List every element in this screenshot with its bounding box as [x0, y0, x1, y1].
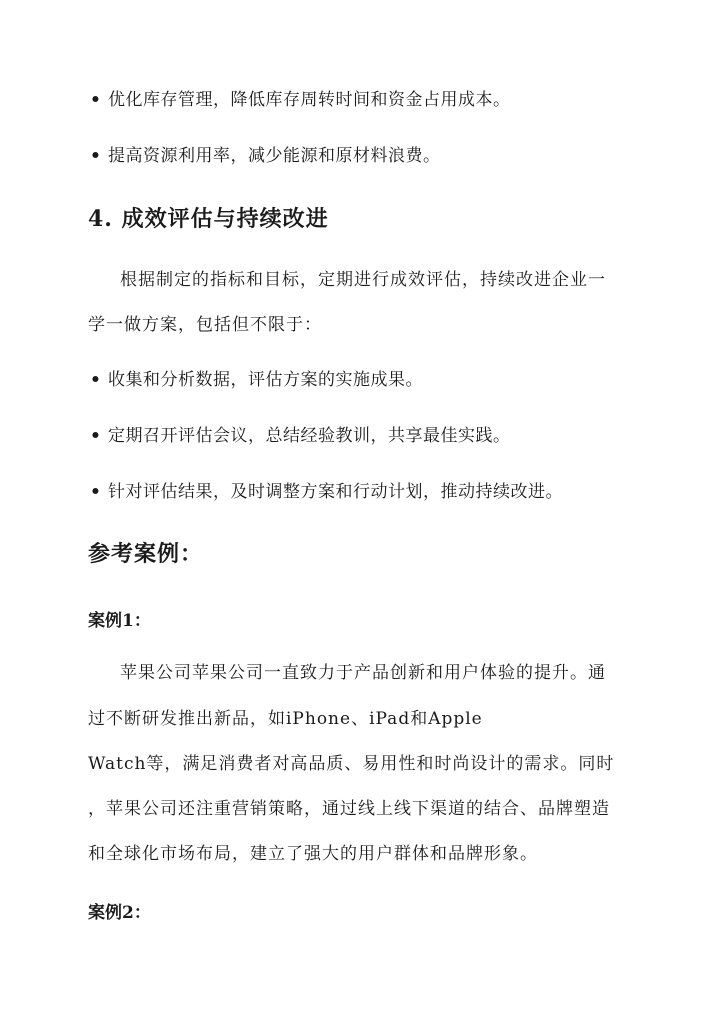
case-title: 案例2： — [88, 903, 151, 923]
case-text-line: 和全球化市场布局，建立了强大的用户群体和品牌形象。 — [88, 844, 538, 864]
list-item-text: 收集和分析数据，评估方案的实施成果。 — [108, 370, 423, 390]
list-item-text: 针对评估结果，及时调整方案和行动计划，推动持续改进。 — [108, 482, 563, 502]
list-item-text: 定期召开评估会议，总结经验教训，共享最佳实践。 — [108, 426, 511, 446]
case-text-line: ，苹果公司还注重营销策略，通过线上线下渠道的结合、品牌塑造 — [88, 799, 610, 819]
list-item — [90, 426, 511, 446]
list-item-text: 提高资源利用率，减少能源和原材料浪费。 — [108, 146, 441, 166]
bullet-icon: • — [90, 90, 102, 110]
case-text-line: 苹果公司苹果公司一直致力于产品创新和用户体验的提升。通 — [120, 663, 606, 683]
list-item-text: 优化库存管理，降低库存周转时间和资金占用成本。 — [108, 90, 511, 110]
case-title: 案例1： — [88, 611, 151, 631]
case-text-line: 过不断研发推出新品，如iPhone、iPad和Apple — [88, 709, 483, 729]
bullet-icon: • — [90, 482, 102, 502]
list-item — [90, 370, 423, 390]
paragraph-line: 根据制定的指标和目标，定期进行成效评估，持续改进企业一 — [120, 270, 606, 290]
references-heading: 参考案例： — [88, 541, 204, 567]
list-item — [90, 146, 441, 166]
bullet-icon: • — [90, 426, 102, 446]
section-heading: 4. 成效评估与持续改进 — [88, 206, 329, 232]
bullet-icon: • — [90, 146, 102, 166]
list-item — [90, 482, 563, 502]
paragraph-line: 学一做方案，包括但不限于： — [88, 315, 322, 335]
list-item — [90, 90, 511, 110]
bullet-icon: • — [90, 370, 102, 390]
case-text-line: Watch等，满足消费者对高品质、易用性和时尚设计的需求。同时 — [88, 754, 615, 774]
